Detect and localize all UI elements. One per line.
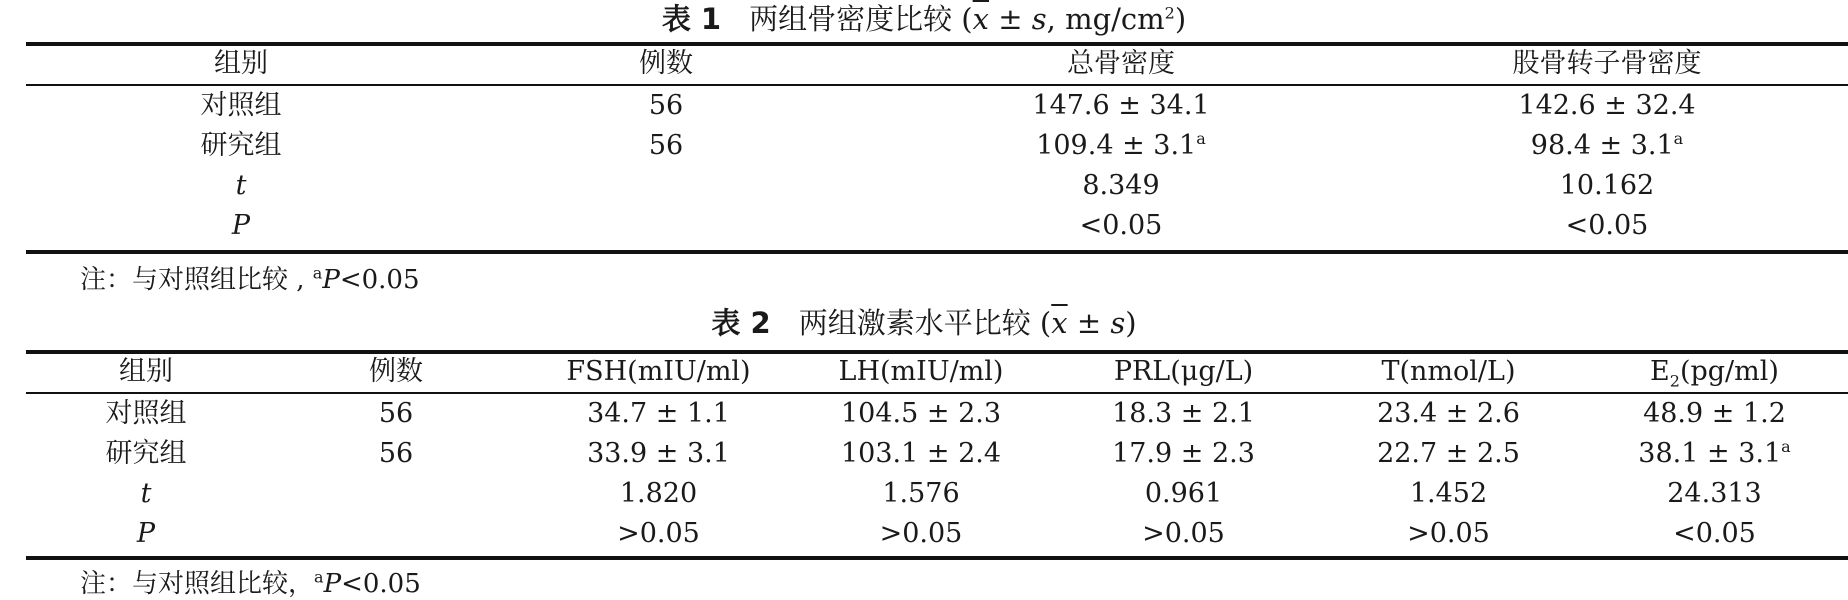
table2-cell-fsh: >0.05: [617, 518, 700, 549]
table1-cell-stat-t: t: [235, 170, 247, 201]
table2-cell-e2: 48.9 ± 1.2: [1643, 398, 1786, 429]
table1-cell-c1: <0.05: [1079, 210, 1163, 241]
table1-header-trochanter-bmd: 股骨转子骨密度: [1512, 48, 1702, 79]
table2-cell-t: 23.4 ± 2.6: [1377, 398, 1520, 429]
table1-title-s: s: [1031, 2, 1047, 36]
table1-cell-c2: 142.6 ± 32.4: [1518, 90, 1696, 121]
table1-header-group: 组别: [214, 48, 268, 79]
table2-note-p: P: [323, 569, 342, 599]
table2-cell-lh: >0.05: [879, 518, 963, 549]
table2-cell-group: 研究组: [105, 438, 187, 469]
table-row: [26, 206, 1848, 246]
table2-header-prl: PRL(μg/L): [1113, 356, 1254, 387]
table-row: [26, 126, 1848, 166]
table1-cell-n: [456, 166, 876, 206]
table2-cell-n: 56: [378, 398, 414, 429]
table1-note-sup: a: [312, 263, 323, 283]
table1-note-p: P: [322, 265, 340, 295]
table2-title-text: 两组激素水平比较 (: [798, 306, 1052, 340]
table-row: [26, 166, 1848, 206]
table1-title-unit: , mg/cm: [1046, 2, 1165, 36]
table2-cell-fsh: 1.820: [619, 478, 698, 509]
table-row: [26, 393, 1848, 434]
table1-note-text: 注：与对照组比较 ,: [80, 265, 313, 295]
table1-header-total-bmd: 总骨密度: [1067, 48, 1175, 79]
table2-cell-lh: 104.5 ± 2.3: [840, 398, 1002, 429]
table1-cell-n: 56: [648, 130, 684, 161]
table-row: [26, 474, 1848, 514]
table2-cell-e2: 24.313: [1667, 478, 1762, 509]
table2-cell-n: [266, 474, 526, 514]
table1-cell-c1: 109.4 ± 3.1$^a$: [1036, 129, 1206, 161]
table1-cell-stat-p: P: [231, 210, 251, 241]
table1-title-text: 两组骨密度比较 (: [749, 2, 973, 36]
table2-cell-lh: 103.1 ± 2.4: [840, 438, 1002, 469]
table1-cell-n: 56: [648, 90, 684, 121]
table2-bottom-rule: [26, 556, 1848, 560]
table1-bottom-rule: [26, 250, 1848, 254]
table2-cell-fsh: 34.7 ± 1.1: [587, 398, 730, 429]
table1-title-xbar: $\overline{x}$: [972, 2, 989, 36]
table1-cell-group: 研究组: [200, 130, 282, 161]
table1-cell-c1: 147.6 ± 34.1: [1032, 90, 1210, 121]
table2-header-row: [26, 352, 1848, 393]
table-row: [26, 85, 1848, 126]
table2-cell-t: 1.452: [1409, 478, 1488, 509]
table1-cell-c2: 10.162: [1559, 170, 1655, 201]
table2-header-fsh: FSH(mIU/ml): [566, 356, 751, 387]
table2-cell-group: 对照组: [105, 398, 187, 429]
table2-cell-lh: 1.576: [882, 478, 960, 509]
table2-label: 表 2: [711, 306, 771, 340]
table2-header-group: 组别: [119, 356, 173, 387]
table2-cell-prl: 18.3 ± 2.1: [1112, 398, 1255, 429]
table2-header-t: T(nmol/L): [1381, 356, 1516, 387]
table2-title-s: s: [1110, 306, 1126, 340]
table2-cell-stat-t: t: [140, 478, 152, 509]
table1-header-row: [26, 44, 1848, 85]
table1-header-n: 例数: [639, 48, 693, 79]
table1-title: [0, 2, 1848, 36]
table-row: [26, 514, 1848, 554]
table2-header-e2: $E_2(pg/ml)$: [1650, 356, 1779, 391]
table2-cell-stat-p: P: [136, 518, 156, 549]
table1: [26, 44, 1848, 246]
table2-title-close: ): [1125, 306, 1137, 340]
table1-title-pm: ±: [989, 2, 1032, 36]
table1-note-val: <0.05: [339, 265, 420, 295]
table-row: [26, 434, 1848, 474]
table1-title-close: ): [1174, 2, 1187, 36]
table2-note-sup: a: [314, 567, 324, 587]
table2-title: [0, 306, 1848, 340]
table2-cell-e2: 38.1 ± 3.1$^a$: [1638, 437, 1791, 469]
table2-cell-e2: <0.05: [1673, 518, 1756, 549]
table2-cell-n: [266, 514, 526, 554]
table2-note: [80, 568, 421, 600]
table1-note: [80, 264, 420, 296]
table1-cell-c2: <0.05: [1565, 210, 1649, 241]
table2-cell-prl: 0.961: [1144, 478, 1223, 509]
table2-cell-prl: >0.05: [1142, 518, 1225, 549]
table2-note-val: <0.05: [341, 569, 421, 599]
table2-header-n: 例数: [369, 356, 423, 387]
table2-cell-fsh: 33.9 ± 3.1: [587, 438, 730, 469]
table1-cell-c1: 8.349: [1082, 170, 1160, 201]
table1-cell-c2: 98.4 ± 3.1$^a$: [1530, 129, 1684, 161]
table1-cell-group: 对照组: [200, 90, 282, 121]
table2-title-pm: ±: [1067, 306, 1111, 340]
table2-cell-t: >0.05: [1407, 518, 1490, 549]
table2-note-text: 注：与对照组比较，: [80, 569, 315, 599]
table2-cell-n: 56: [378, 438, 414, 469]
table2-cell-t: 22.7 ± 2.5: [1377, 438, 1520, 469]
table1-title-unit-sup: 2: [1164, 3, 1175, 23]
table1-label: 表 1: [661, 2, 722, 36]
table2: [26, 352, 1848, 554]
table2-header-lh: LH(mIU/ml): [838, 356, 1004, 387]
table2-cell-prl: 17.9 ± 2.3: [1112, 438, 1255, 469]
table2-title-xbar: $\overline{x}$: [1051, 306, 1068, 340]
table1-cell-n: [456, 206, 876, 246]
